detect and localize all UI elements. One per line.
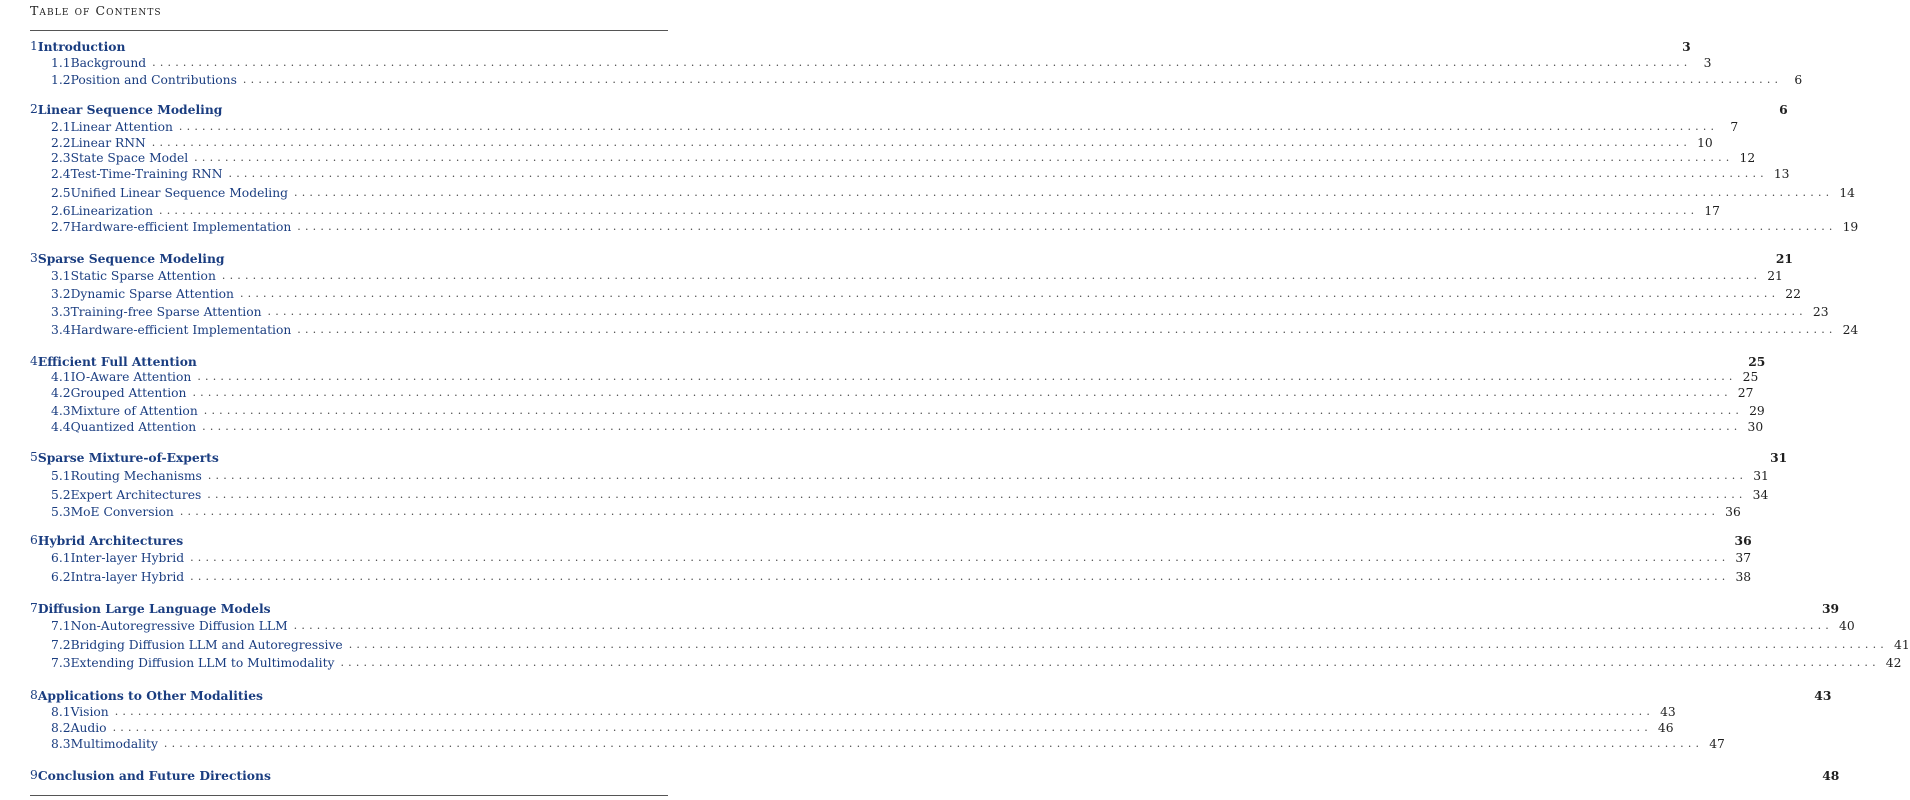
subsection-title-link[interactable]: Intra-layer Hybrid xyxy=(70,570,185,584)
section-number: 6 xyxy=(30,533,38,547)
leader-dots: ........................................................................................................................................................................................................ xyxy=(179,505,1720,518)
page-number: 42 xyxy=(1885,656,1902,670)
page-number: 12 xyxy=(1739,151,1756,165)
section-number: 1 xyxy=(30,39,38,53)
section-number: 9 xyxy=(30,768,38,782)
toc-subsection-3-1[interactable] xyxy=(30,268,1783,284)
subsection-title-link[interactable]: Audio xyxy=(70,721,107,735)
subsection-number: 3.3 xyxy=(51,305,71,319)
toc-subsection-2-5[interactable] xyxy=(30,185,1855,201)
subsection-title-link[interactable]: Static Sparse Attention xyxy=(70,269,216,283)
page-number: 46 xyxy=(1657,721,1674,735)
page-number: 39 xyxy=(1821,600,1840,616)
page-number: 24 xyxy=(1842,323,1859,337)
subsection-number: 2.7 xyxy=(51,220,71,234)
page-number: 25 xyxy=(1748,353,1766,369)
leader-dots: ........................................................................................................................................................................................................ xyxy=(197,370,1737,383)
leader-dots: ........................................................................................................................................................................................................ xyxy=(207,488,1747,501)
toc-section-4[interactable] xyxy=(30,353,1766,369)
toc-subsection-4-3[interactable] xyxy=(30,403,1765,419)
subsection-title-link[interactable]: Non-Autoregressive Diffusion LLM xyxy=(70,619,288,633)
section-title-link[interactable]: Conclusion and Future Directions xyxy=(37,767,271,783)
toc-section-1[interactable] xyxy=(30,38,1691,54)
subsection-number: 6.1 xyxy=(51,551,71,565)
subsection-number: 2.3 xyxy=(51,151,71,165)
subsection-number: 7.3 xyxy=(51,656,71,670)
subsection-title-link[interactable]: Hardware-efficient Implementation xyxy=(70,220,292,234)
toc-section-7[interactable] xyxy=(30,600,1840,616)
toc-subsection-6-1[interactable] xyxy=(30,550,1752,566)
leader-dots: ........................................................................................................................................................................................................ xyxy=(178,120,1719,133)
toc-subsection-2-4[interactable] xyxy=(30,166,1790,182)
section-number: 4 xyxy=(30,354,38,368)
leader-dots: ........................................................................................................................................................................................................ xyxy=(207,469,1748,482)
toc-subsection-1-1[interactable] xyxy=(30,55,1712,71)
toc-subsection-4-4[interactable] xyxy=(30,419,1764,435)
section-number: 2 xyxy=(30,102,38,116)
page-number: 34 xyxy=(1752,488,1769,502)
subsection-title-link[interactable]: State Space Model xyxy=(70,151,189,165)
section-number: 7 xyxy=(30,601,38,615)
top-rule xyxy=(30,30,668,31)
subsection-title-link[interactable]: Test-Time-Training RNN xyxy=(70,167,223,181)
page-number: 47 xyxy=(1709,737,1725,751)
leader-dots: ........................................................................................................................................................................................................ xyxy=(340,656,1880,669)
leader-dots: ........................................................................................................................................................................................................ xyxy=(348,638,1889,651)
toc-subsection-5-1[interactable] xyxy=(30,468,1769,484)
toc-subsection-7-1[interactable] xyxy=(30,618,1855,634)
page-number: 43 xyxy=(1814,687,1832,703)
leader-dots: ........................................................................................................................................................................................................ xyxy=(267,305,1807,318)
page-number: 25 xyxy=(1742,370,1759,384)
subsection-number: 4.1 xyxy=(51,370,71,384)
subsection-title-link[interactable]: Expert Architectures xyxy=(70,488,202,502)
leader-dots: ........................................................................................................................................................................................................ xyxy=(297,323,1837,336)
page-number: 21 xyxy=(1775,250,1793,266)
page-number: 30 xyxy=(1747,420,1764,434)
leader-dots: ........................................................................................................................................................................................................ xyxy=(297,220,1837,233)
leader-dots: ........................................................................................................................................................................................................ xyxy=(112,721,1652,734)
subsection-number: 4.2 xyxy=(51,386,71,400)
page-number: 31 xyxy=(1753,469,1769,483)
section-title-link[interactable]: Sparse Mixture-of-Experts xyxy=(37,449,219,465)
leader-dots: ........................................................................................................................................................................................................ xyxy=(163,737,1704,750)
subsection-number: 8.1 xyxy=(51,705,71,719)
leader-dots: ........................................................................................................................................................................................................ xyxy=(152,56,1692,69)
leader-dots: ........................................................................................................................................................................................................ xyxy=(228,167,1768,180)
section-number: 8 xyxy=(30,688,38,702)
subsection-number: 2.2 xyxy=(51,136,71,150)
subsection-title-link[interactable]: Grouped Attention xyxy=(70,386,187,400)
subsection-number: 3.2 xyxy=(51,287,71,301)
subsection-number: 7.1 xyxy=(51,619,71,633)
subsection-title-link[interactable]: Bridging Diffusion LLM and Autoregressive xyxy=(70,638,343,652)
subsection-title-link[interactable]: Position and Contributions xyxy=(70,73,237,87)
toc-subsection-6-2[interactable] xyxy=(30,569,1752,585)
page-number: 3 xyxy=(1703,56,1712,70)
page-number: 36 xyxy=(1725,505,1741,519)
subsection-title-link[interactable]: Background xyxy=(70,56,147,70)
leader-dots: ........................................................................................................................................................................................................ xyxy=(239,287,1780,300)
subsection-number: 2.5 xyxy=(51,186,71,200)
page-number: 29 xyxy=(1749,404,1765,418)
page-number: 14 xyxy=(1839,186,1855,200)
toc-section-8[interactable] xyxy=(30,687,1832,703)
toc-subsection-3-2[interactable] xyxy=(30,286,1801,302)
subsection-title-link[interactable]: Mixture of Attention xyxy=(70,404,198,418)
page-number: 3 xyxy=(1682,38,1691,54)
leader-dots: ........................................................................................................................................................................................................ xyxy=(151,136,1692,149)
subsection-number: 1.1 xyxy=(51,56,71,70)
subsection-number: 3.1 xyxy=(51,269,71,283)
subsection-number: 2.1 xyxy=(51,120,71,134)
subsection-title-link[interactable]: Extending Diffusion LLM to Multimodality xyxy=(70,656,335,670)
toc-section-2[interactable] xyxy=(30,101,1788,117)
page-number: 13 xyxy=(1773,167,1790,181)
toc-subsection-2-6[interactable] xyxy=(30,203,1720,219)
subsection-number: 7.2 xyxy=(51,638,71,652)
page-number: 31 xyxy=(1770,449,1788,465)
section-title-link[interactable]: Sparse Sequence Modeling xyxy=(37,250,225,266)
subsection-number: 8.3 xyxy=(51,737,71,751)
page-number: 38 xyxy=(1735,570,1752,584)
page-number: 6 xyxy=(1779,101,1788,117)
subsection-number: 3.4 xyxy=(51,323,71,337)
subsection-number: 1.2 xyxy=(51,73,71,87)
subsection-title-link[interactable]: MoE Conversion xyxy=(70,505,174,519)
leader-dots: ........................................................................................................................................................................................................ xyxy=(294,186,1834,199)
toc-section-5[interactable] xyxy=(30,449,1788,465)
toc-heading: Table of Contents xyxy=(30,3,162,18)
toc-subsection-2-1[interactable] xyxy=(30,119,1739,135)
leader-dots: ........................................................................................................................................................................................................ xyxy=(194,151,1734,164)
page-number: 36 xyxy=(1734,532,1752,548)
leader-dots: ........................................................................................................................................................................................................ xyxy=(221,269,1762,282)
toc-subsection-2-7[interactable] xyxy=(30,219,1859,235)
section-title-link[interactable]: Introduction xyxy=(37,38,126,54)
subsection-title-link[interactable]: Training-free Sparse Attention xyxy=(70,305,262,319)
page-number: 41 xyxy=(1894,638,1910,652)
section-title-link[interactable]: Applications to Other Modalities xyxy=(37,687,263,703)
page-number: 23 xyxy=(1812,305,1829,319)
toc-subsection-3-4[interactable] xyxy=(30,322,1859,338)
page-number: 21 xyxy=(1767,269,1783,283)
section-title-link[interactable]: Diffusion Large Language Models xyxy=(37,600,271,616)
toc-section-3[interactable] xyxy=(30,250,1793,266)
toc-subsection-8-2[interactable] xyxy=(30,720,1674,736)
section-title-link[interactable]: Hybrid Architectures xyxy=(37,532,184,548)
leader-dots: ........................................................................................................................................................................................................ xyxy=(114,705,1655,718)
subsection-number: 5.1 xyxy=(51,469,71,483)
bottom-rule xyxy=(30,795,668,796)
toc-section-6[interactable] xyxy=(30,532,1752,548)
page-number: 43 xyxy=(1660,705,1676,719)
subsection-title-link[interactable]: Quantized Attention xyxy=(70,420,197,434)
section-title-link[interactable]: Efficient Full Attention xyxy=(37,353,197,369)
toc-subsection-4-2[interactable] xyxy=(30,385,1754,401)
leader-dots: ........................................................................................................................................................................................................ xyxy=(190,570,1730,583)
page-number: 19 xyxy=(1842,220,1859,234)
subsection-title-link[interactable]: Unified Linear Sequence Modeling xyxy=(70,186,289,200)
toc-subsection-7-2[interactable] xyxy=(30,637,1910,653)
toc-subsection-2-3[interactable] xyxy=(30,150,1756,166)
page-number: 37 xyxy=(1735,551,1752,565)
page-number: 27 xyxy=(1737,386,1754,400)
leader-dots: ........................................................................................................................................................................................................ xyxy=(159,204,1699,217)
subsection-title-link[interactable]: IO-Aware Attention xyxy=(70,370,192,384)
subsection-title-link[interactable]: Dynamic Sparse Attention xyxy=(70,287,234,301)
leader-dots: ........................................................................................................................................................................................................ xyxy=(293,619,1833,632)
subsection-number: 4.3 xyxy=(51,404,71,418)
section-number: 5 xyxy=(30,450,38,464)
leader-dots: ........................................................................................................................................................................................................ xyxy=(242,73,1783,86)
subsection-title-link[interactable]: Linear RNN xyxy=(70,136,146,150)
section-number: 3 xyxy=(30,251,38,265)
subsection-number: 8.2 xyxy=(51,721,71,735)
toc-subsection-8-1[interactable] xyxy=(30,704,1676,720)
subsection-title-link[interactable]: Linear Attention xyxy=(70,120,173,134)
leader-dots: ........................................................................................................................................................................................................ xyxy=(190,551,1730,564)
leader-dots: ........................................................................................................................................................................................................ xyxy=(203,404,1744,417)
subsection-title-link[interactable]: Vision xyxy=(70,705,109,719)
page-number: 22 xyxy=(1785,287,1801,301)
subsection-title-link[interactable]: Multimodality xyxy=(70,737,158,751)
subsection-title-link[interactable]: Hardware-efficient Implementation xyxy=(70,323,292,337)
toc-subsection-5-3[interactable] xyxy=(30,504,1741,520)
toc-section-9[interactable] xyxy=(30,767,1840,783)
toc-subsection-7-3[interactable] xyxy=(30,655,1902,671)
page-number: 6 xyxy=(1794,73,1803,87)
toc-subsection-3-3[interactable] xyxy=(30,304,1829,320)
subsection-title-link[interactable]: Inter-layer Hybrid xyxy=(70,551,185,565)
toc-subsection-2-2[interactable] xyxy=(30,135,1713,151)
subsection-title-link[interactable]: Linearization xyxy=(70,204,154,218)
toc-subsection-5-2[interactable] xyxy=(30,487,1769,503)
toc-subsection-8-3[interactable] xyxy=(30,736,1725,752)
subsection-number: 2.6 xyxy=(51,204,71,218)
section-title-link[interactable]: Linear Sequence Modeling xyxy=(37,101,223,117)
subsection-number: 2.4 xyxy=(51,167,71,181)
subsection-title-link[interactable]: Routing Mechanisms xyxy=(70,469,202,483)
toc-subsection-4-1[interactable] xyxy=(30,369,1759,385)
page-number: 7 xyxy=(1730,120,1739,134)
subsection-number: 5.2 xyxy=(51,488,71,502)
page-number: 10 xyxy=(1697,136,1713,150)
leader-dots: ........................................................................................................................................................................................................ xyxy=(202,420,1742,433)
page-number: 17 xyxy=(1704,204,1720,218)
subsection-number: 4.4 xyxy=(51,420,71,434)
subsection-number: 5.3 xyxy=(51,505,71,519)
page-number: 48 xyxy=(1822,767,1840,783)
leader-dots: ........................................................................................................................................................................................................ xyxy=(192,386,1732,399)
toc-subsection-1-2[interactable] xyxy=(30,72,1803,88)
subsection-number: 6.2 xyxy=(51,570,71,584)
page-number: 40 xyxy=(1839,619,1855,633)
